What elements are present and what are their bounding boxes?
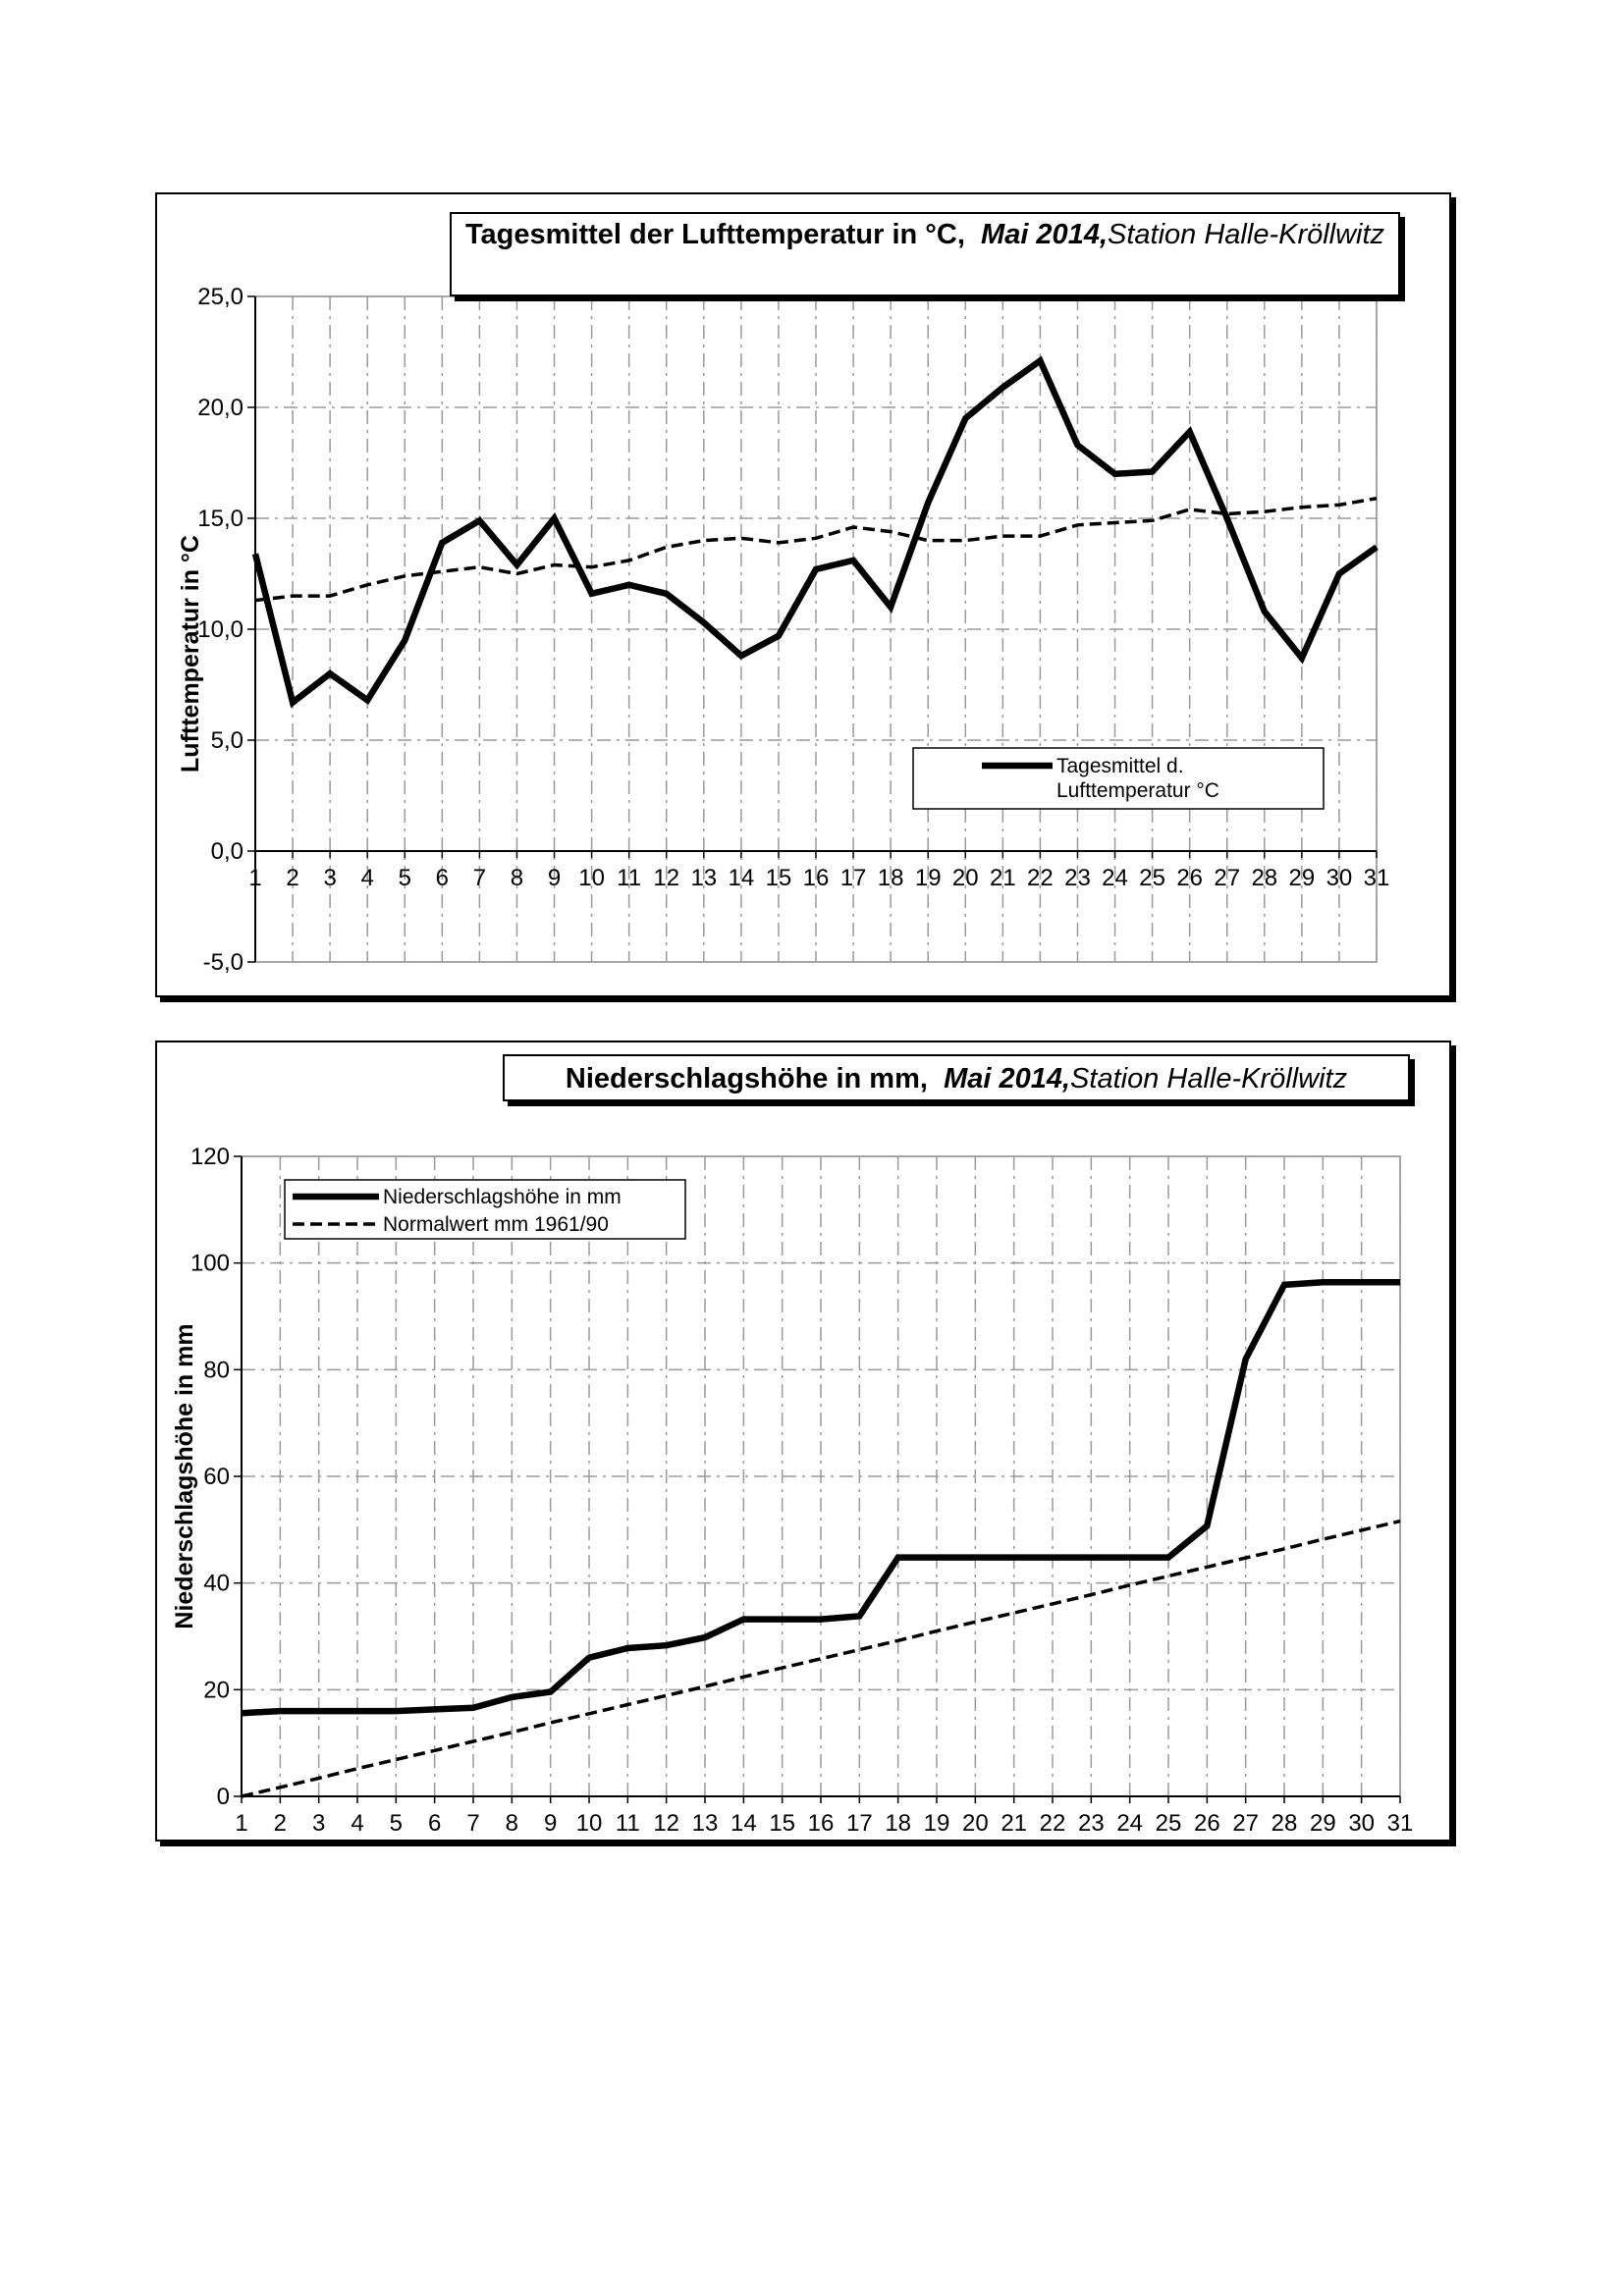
temp-ytick-label: 20,0 (197, 395, 243, 421)
temp-ytick-label: 25,0 (197, 284, 243, 310)
temp-ytick-label: 15,0 (197, 506, 243, 532)
temp-ytick-label: 5,0 (210, 727, 243, 754)
precip-xtick-label: 15 (769, 1810, 796, 1837)
precip-xtick-label: 21 (1001, 1810, 1028, 1837)
precipitation-chart-panel (155, 1041, 1451, 1842)
temp-xtick-label: 2 (286, 865, 299, 891)
precip-xtick-label: 30 (1348, 1810, 1376, 1837)
temp-xtick-label: 1 (248, 865, 262, 891)
temp-y-axis-title: Lufttemperatur in °C (177, 535, 204, 773)
precip-xtick-label: 3 (311, 1810, 326, 1837)
precip-legend-label-actual: Niederschlagshöhe in mm (383, 1186, 622, 1208)
precip-xtick-label: 5 (389, 1810, 404, 1837)
temperature-title-bold-italic: Mai 2014, (981, 219, 1109, 250)
precip-xtick-label: 20 (961, 1810, 989, 1837)
precip-ytick-label: 20 (203, 1677, 230, 1704)
temp-xtick-label: 28 (1251, 865, 1278, 891)
precip-xtick-label: 8 (505, 1810, 519, 1837)
precip-legend (285, 1180, 685, 1239)
temp-xtick-label: 25 (1139, 865, 1165, 891)
precip-ytick-label: 80 (203, 1357, 230, 1384)
temperature-title-bold: Tagesmittel der Lufttemperatur in °C, (464, 219, 965, 250)
temp-xtick-label: 8 (510, 865, 524, 891)
temp-legend-label-line2: Lufttemperatur °C (1056, 779, 1219, 802)
temp-xtick-label: 22 (1027, 865, 1054, 891)
temp-ytick-label: 0,0 (210, 838, 243, 865)
temp-xtick-label: 17 (839, 865, 867, 891)
precip-xtick-label: 26 (1193, 1810, 1220, 1837)
precip-xtick-label: 24 (1116, 1810, 1144, 1837)
precip-xtick-label: 11 (615, 1810, 640, 1837)
temp-xtick-label: 9 (547, 865, 562, 891)
temp-legend (913, 748, 1324, 809)
precip-xtick-label: 27 (1232, 1810, 1260, 1837)
temperature-title-italic: Station Halle-Kröllwitz (1108, 219, 1385, 250)
temp-xtick-label: 26 (1176, 865, 1204, 891)
precipitation-title-bold-italic: Mai 2014, (944, 1063, 1071, 1095)
precip-xtick-label: 9 (543, 1810, 558, 1837)
temperature-chart (157, 194, 1449, 995)
temp-xtick-label: 13 (690, 865, 718, 891)
precip-y-axis-title: Niederschlagshöhe in mm (171, 1323, 198, 1629)
precip-xtick-label: 19 (923, 1810, 950, 1837)
precip-xtick-label: 6 (427, 1810, 442, 1837)
precipitation-title-bold: Niederschlagshöhe in mm, (565, 1063, 928, 1095)
precip-xtick-label: 31 (1386, 1810, 1414, 1837)
temperature-chart-panel (155, 192, 1451, 997)
temp-xtick-label: 19 (914, 865, 942, 891)
temp-xtick-label: 6 (435, 865, 450, 891)
precip-xtick-label: 16 (807, 1810, 835, 1837)
precip-xtick-label: 10 (575, 1810, 603, 1837)
precip-ytick-label: 60 (203, 1464, 230, 1490)
precip-xtick-label: 1 (235, 1810, 248, 1837)
temp-xtick-label: 30 (1325, 865, 1353, 891)
precip-xtick-label: 18 (885, 1810, 912, 1837)
temp-xtick-label: 20 (951, 865, 979, 891)
temp-xtick-label: 18 (877, 865, 904, 891)
temp-xtick-label: 21 (989, 865, 1016, 891)
temp-xtick-label: 29 (1288, 865, 1316, 891)
temp-xtick-label: 15 (765, 865, 792, 891)
precip-xtick-label: 7 (466, 1810, 480, 1837)
precipitation-chart (157, 1042, 1449, 1840)
precipitation-chart-title (503, 1054, 1410, 1101)
precip-xtick-label: 25 (1155, 1810, 1182, 1837)
precip-xtick-label: 29 (1309, 1810, 1336, 1837)
precip-ytick-label: 120 (189, 1144, 230, 1170)
precip-xtick-label: 17 (845, 1810, 873, 1837)
temp-xtick-label: 16 (802, 865, 830, 891)
precip-legend-label-normal: Normalwert mm 1961/90 (383, 1213, 609, 1236)
temp-xtick-label: 3 (323, 865, 337, 891)
precipitation-title-italic: Station Halle-Kröllwitz (1070, 1063, 1348, 1095)
precip-ytick-label: 0 (216, 1784, 230, 1810)
temp-xtick-label: 11 (617, 865, 642, 891)
precip-xtick-label: 2 (273, 1810, 288, 1837)
temp-ytick-label: 10,0 (197, 616, 243, 643)
temp-legend-label-line1: Tagesmittel d. (1056, 755, 1184, 777)
precip-xtick-label: 28 (1271, 1810, 1298, 1837)
precip-xtick-label: 14 (730, 1810, 757, 1837)
temp-xtick-label: 5 (398, 865, 411, 891)
temp-xtick-label: 24 (1102, 865, 1128, 891)
temp-xtick-label: 31 (1363, 865, 1390, 891)
precip-xtick-label: 12 (653, 1810, 680, 1837)
temp-xtick-label: 23 (1064, 865, 1091, 891)
temp-xtick-label: 10 (578, 865, 605, 891)
temp-xtick-label: 27 (1214, 865, 1241, 891)
temp-ytick-label: -5,0 (202, 949, 243, 976)
temp-xtick-label: 14 (728, 865, 755, 891)
temperature-chart-title (450, 212, 1400, 296)
temp-xtick-label: 12 (653, 865, 680, 891)
precip-xtick-label: 23 (1077, 1810, 1105, 1837)
temp-xtick-label: 4 (360, 865, 374, 891)
temp-xtick-label: 7 (472, 865, 487, 891)
precip-xtick-label: 13 (691, 1810, 719, 1837)
precip-xtick-label: 4 (351, 1810, 364, 1837)
precip-ytick-label: 40 (203, 1570, 230, 1597)
precip-xtick-label: 22 (1039, 1810, 1066, 1837)
precip-ytick-label: 100 (189, 1250, 230, 1277)
